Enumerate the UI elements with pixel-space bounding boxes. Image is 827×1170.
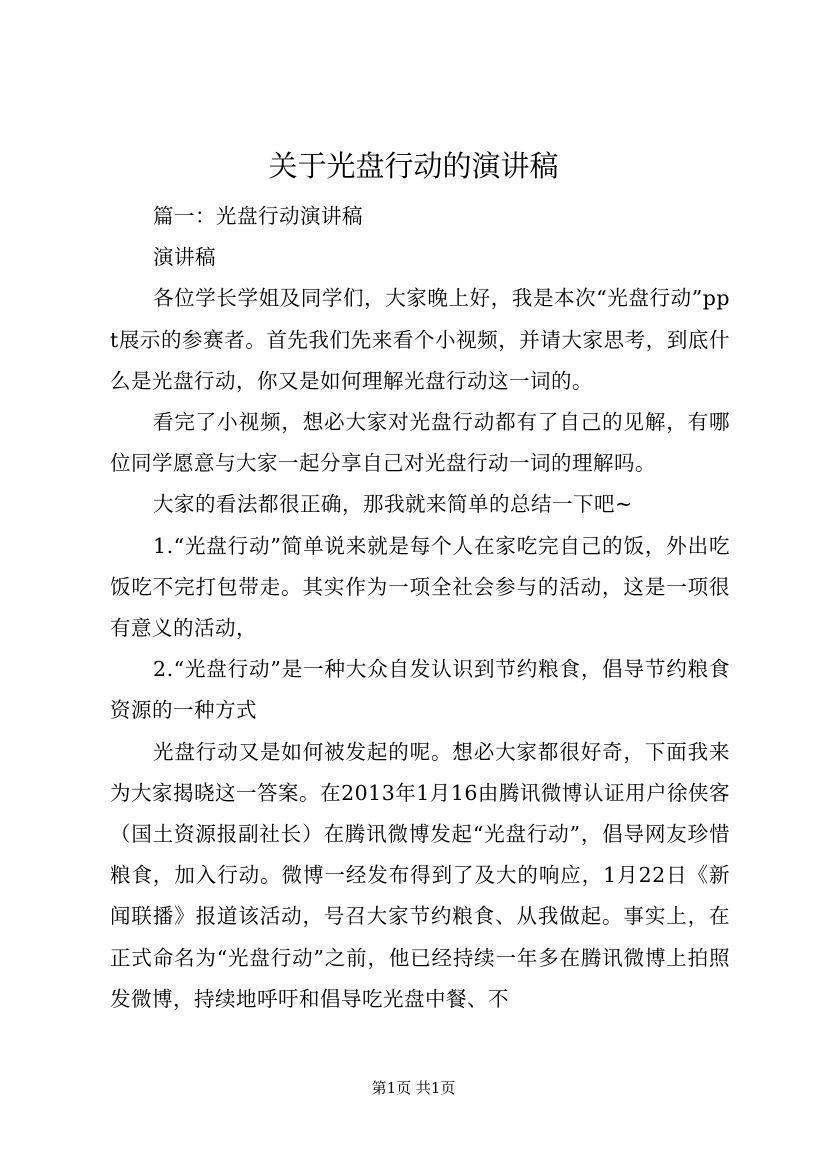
paragraph: 大家的看法都很正确，那我就来简单的总结一下吧~ [153, 492, 633, 517]
paragraph: 1.“光盘行动”简单说来就是每个人在家吃完自己的饭，外出吃饭吃不完打包带走。其实作为一项全社会参与的活动，这是一项很有意义的活动， [110, 533, 730, 641]
section-heading: 篇一：光盘行动演讲稿 [153, 204, 364, 228]
page-footer: 第1页 共1页 [371, 1079, 456, 1097]
paragraph: 看完了小视频，想必大家对光盘行动都有了自己的见解，有哪位同学愿意与大家一起分享自己对光盘行动一词的理解吗。 [110, 410, 730, 476]
subheading: 演讲稿 [153, 245, 217, 270]
paragraph: 2.“光盘行动”是一种大众自发认识到节约粮食，倡导节约粮食资源的一种方式 [110, 657, 730, 723]
document-body [110, 196, 730, 1020]
paragraph: 光盘行动又是如何被发起的呢。想必大家都很好奇，下面我来为大家揭晓这一答案。在2013年1月16由腾讯微博认证用户徐侠客（国土资源报副社长）在腾讯微博发起“光盘行动”，倡导网友珍惜粮食，加入行动。微博一经发布得到了及大的响应，1月22日《新闻联播》报道该活动，号召大家节约粮食、从我做起。事实上，在正式命名为“光盘行动”之前，他已经持续一年多在腾讯微博上拍照发微博，持续地呼吁和倡导吃光盘中餐、不 [110, 739, 730, 1011]
document-title: 关于光盘行动的演讲稿 [268, 149, 559, 183]
paragraph: 各位学长学姐及同学们，大家晚上好，我是本次“光盘行动”ppt展示的参赛者。首先我们先来看个小视频，并请大家思考，到底什么是光盘行动，你又是如何理解光盘行动这一词的。 [110, 286, 730, 393]
